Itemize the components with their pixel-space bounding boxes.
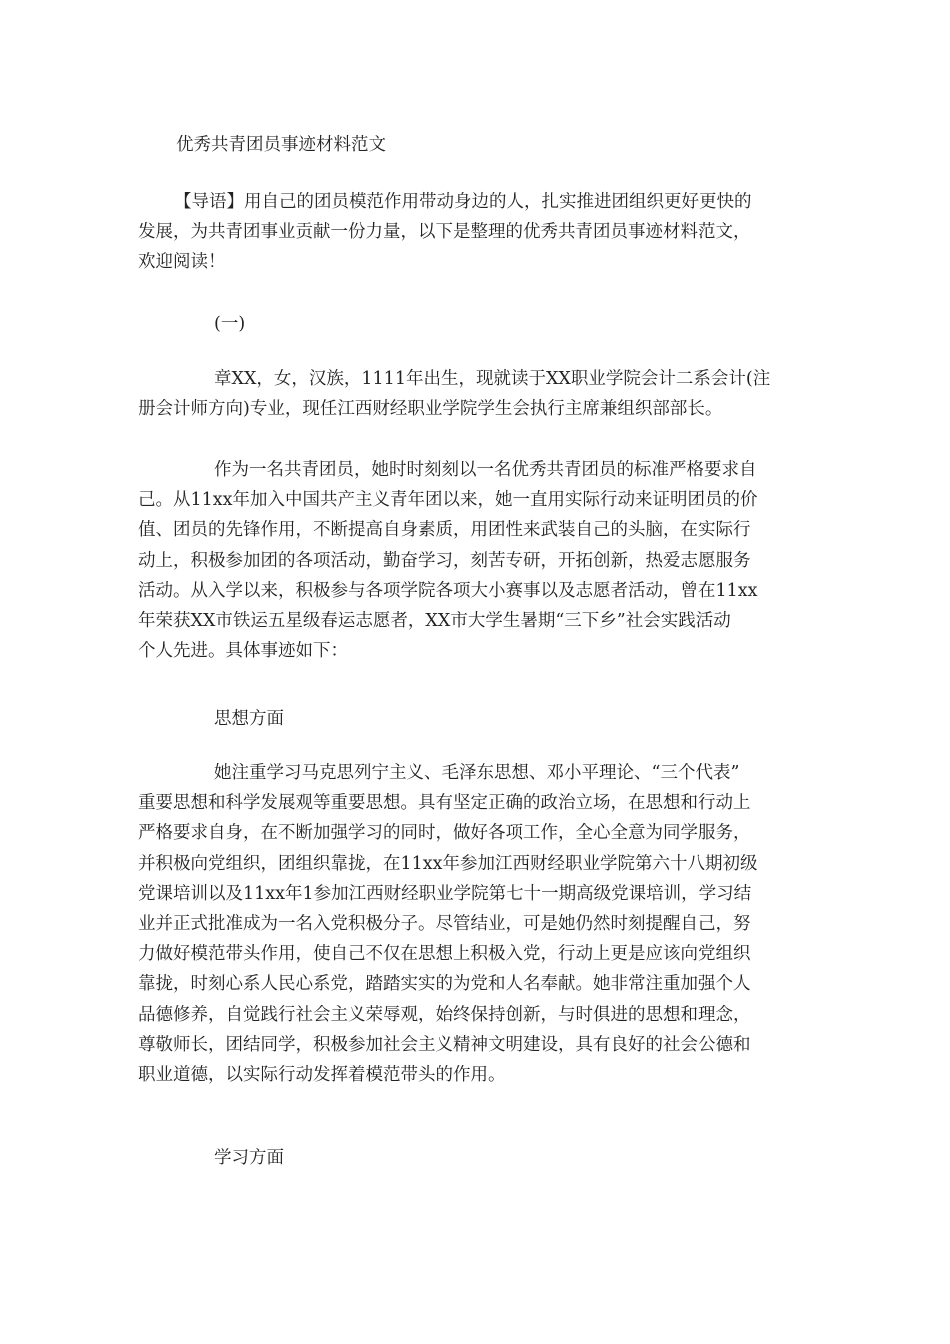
paragraph-line: 值、团员的先锋作用，不断提高自身素质，用团性来武装自己的头脑，在实际行	[138, 520, 751, 541]
paragraph-line: 她注重学习马克思列宁主义、毛泽东思想、邓小平理论、“三个代表”	[214, 763, 740, 783]
intro-paragraph	[138, 187, 818, 278]
paragraph-line: 品德修养，自觉践行社会主义荣辱观，始终保持创新，与时俱进的思想和理念，	[138, 1004, 751, 1025]
paragraph-line: 力做好模范带头作用，使自己不仅在思想上积极入党，行动上更是应该向党组织	[138, 944, 751, 965]
paragraph-league-member	[138, 455, 818, 666]
intro-line: 欢迎阅读！	[138, 252, 226, 273]
paragraph-line: 章XX，女，汉族，1111年出生，现就读于XX职业学院会计二系会计(注	[214, 369, 771, 389]
intro-line: 发展，为共青团事业贡献一份力量，以下是整理的优秀共青团员事迹材料范文，	[138, 222, 751, 243]
section-number: (一)	[214, 314, 246, 334]
paragraph-line: 严格要求自身，在不断加强学习的同时，做好各项工作，全心全意为同学服务，	[138, 823, 751, 844]
paragraph-line: 并积极向党组织，团组织靠拢，在11xx年参加江西财经职业学院第六十八期初级	[138, 853, 758, 874]
paragraph-line: 业并正式批准成为一名入党积极分子。尽管结业，可是她仍然时刻提醒自己，努	[138, 914, 751, 935]
paragraph-profile	[138, 364, 818, 424]
paragraph-line: 册会计师方向)专业，现任江西财经职业学院学生会执行主席兼组织部部长。	[138, 399, 723, 420]
paragraph-line: 己。从11xx年加入中国共产主义青年团以来，她一直用实际行动来证明团员的价	[138, 490, 758, 511]
intro-line: 【导语】用自己的团员模范作用带动身边的人，扎实推进团组织更好更快的	[174, 192, 752, 212]
paragraph-line: 党课培训以及11xx年1参加江西财经职业学院第七十一期高级党课培训，学习结	[138, 883, 752, 904]
paragraph-line: 职业道德，以实际行动发挥着模范带头的作用。	[138, 1065, 506, 1086]
paragraph-thought	[138, 758, 818, 1090]
heading-study: 学习方面	[214, 1148, 284, 1168]
paragraph-line: 动上，积极参加团的各项活动，勤奋学习，刻苦专研，开拓创新，热爱志愿服务	[138, 550, 751, 571]
heading-thought: 思想方面	[214, 709, 284, 729]
paragraph-line: 个人先进。具体事迹如下：	[138, 641, 348, 662]
paragraph-line: 重要思想和科学发展观等重要思想。具有坚定正确的政治立场，在思想和行动上	[138, 793, 751, 814]
paragraph-line: 活动。从入学以来，积极参与各项学院各项大小赛事以及志愿者活动，曾在11xx	[138, 580, 758, 601]
paragraph-line: 尊敬师长，团结同学，积极参加社会主义精神文明建设，具有良好的社会公德和	[138, 1034, 751, 1055]
paragraph-line: 年荣获XX市铁运五星级春运志愿者，XX市大学生暑期“三下乡”社会实践活动	[138, 611, 731, 632]
paragraph-line: 作为一名共青团员，她时时刻刻以一名优秀共青团员的标准严格要求自	[214, 460, 757, 480]
document-title: 优秀共青团员事迹材料范文	[176, 135, 386, 155]
paragraph-line: 靠拢，时刻心系人民心系党，踏踏实实的为党和人名奉献。她非常注重加强个人	[138, 974, 751, 995]
